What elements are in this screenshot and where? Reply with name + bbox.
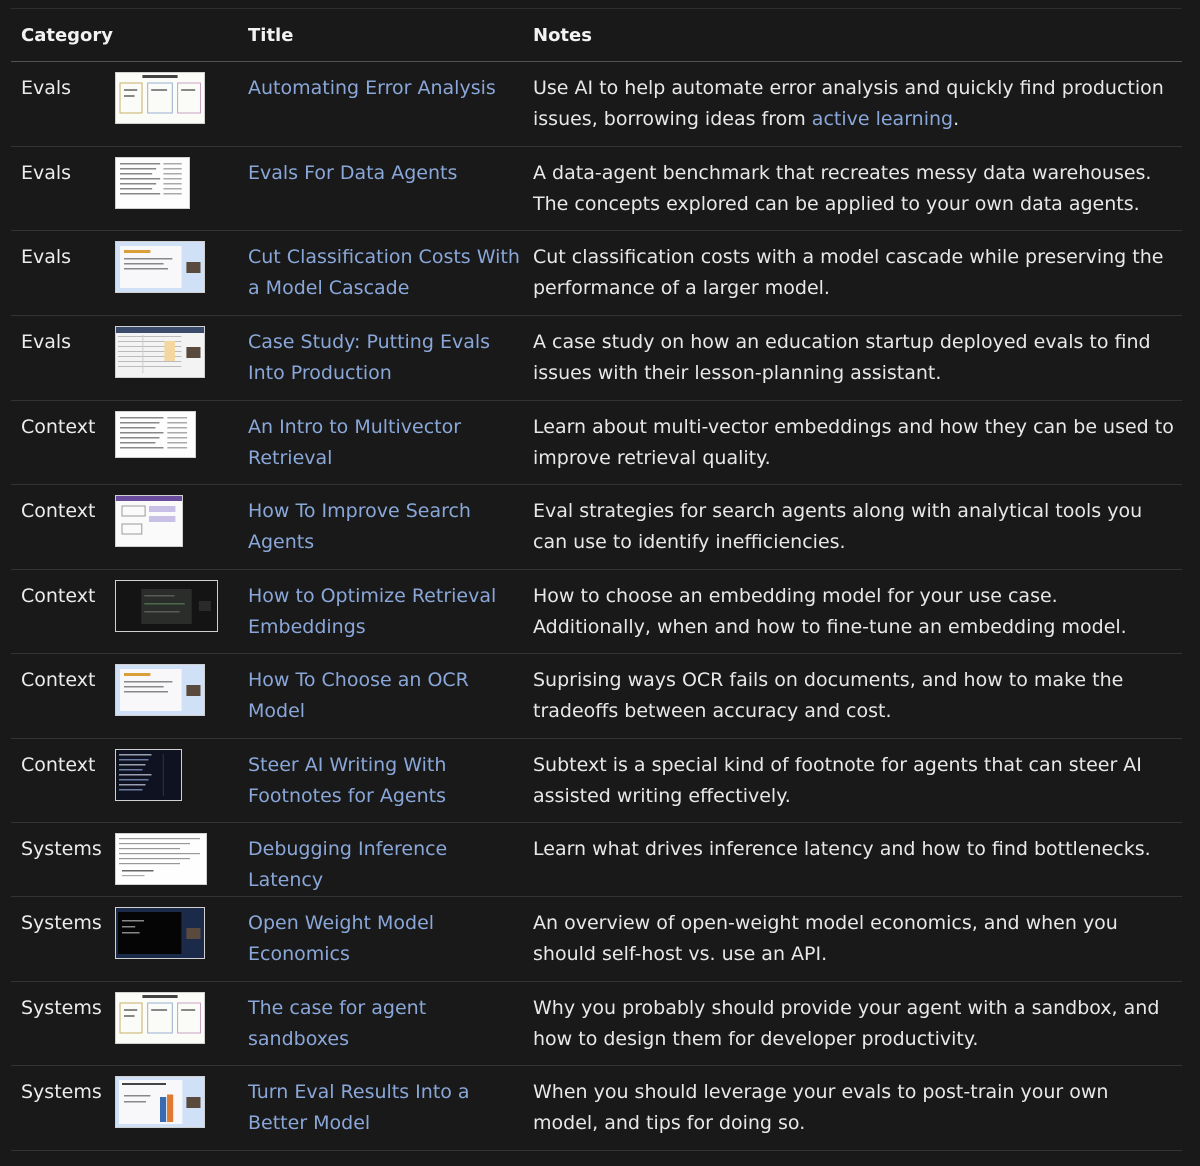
row-category: Systems [21,838,102,860]
row-title-cell [238,982,523,1066]
video-thumbnail[interactable] [115,580,218,632]
row-thumbnail-cell [115,570,238,654]
row-notes [523,823,1182,897]
article-title-link[interactable]: An Intro to Multivector Retrieval [248,416,462,469]
notes-text: Use AI to help automate error analysis and quickly find production issues, borrowing ideas from [533,77,1164,130]
row-category: Context [21,585,96,607]
table-row [11,570,1182,654]
article-title-link[interactable]: Open Weight Model Economics [248,912,435,965]
row-notes [523,316,1182,401]
row-thumbnail-cell [115,739,238,823]
header-notes: Notes [523,9,1182,62]
row-thumbnail-cell [115,897,238,982]
row-thumbnail-cell [115,654,238,739]
row-title-cell [238,570,523,654]
video-thumbnail[interactable] [115,907,205,959]
table-row [11,62,1182,147]
notes-text: Learn about multi-vector embeddings and how they can be used to improve retrieval quality. [533,416,1174,469]
row-title-cell [238,485,523,570]
document-thumbnail[interactable] [115,833,207,885]
video-thumbnail[interactable] [115,664,205,716]
notes-text: A data-agent benchmark that recreates messy data warehouses. The concepts explored can be applied to your own data agents. [533,162,1152,215]
row-title-cell [238,231,523,316]
row-notes [523,739,1182,823]
row-thumbnail-cell [115,485,238,570]
article-title-link[interactable]: Automating Error Analysis [248,77,496,99]
article-title-link[interactable]: Evals For Data Agents [248,162,458,184]
video-thumbnail[interactable] [115,326,205,378]
notes-link[interactable]: active learning [811,108,954,130]
header-thumbnail [115,9,238,62]
video-thumbnail[interactable] [115,241,205,293]
row-category: Evals [21,77,72,99]
notes-text: A case study on how an education startup deployed evals to find issues with their lesson-planning assistant. [533,331,1151,384]
document-thumbnail[interactable] [115,411,196,458]
article-title-link[interactable]: Turn Eval Results Into a Better Model [248,1081,470,1134]
screenshot-thumbnail[interactable] [115,749,182,801]
notes-text: Why you probably should provide your agent with a sandbox, and how to design them for developer productivity. [533,997,1160,1050]
slide-thumbnail[interactable] [115,72,205,124]
row-title-cell [238,147,523,231]
row-notes [523,231,1182,316]
row-category: Evals [21,246,72,268]
table-header-row [11,9,1182,62]
slide-thumbnail[interactable] [115,495,183,547]
row-title-cell [238,316,523,401]
article-title-link[interactable]: Case Study: Putting Evals Into Production [248,331,491,384]
row-category: Systems [21,997,102,1019]
article-title-link[interactable]: The case for agent sandboxes [248,997,427,1050]
row-notes [523,897,1182,982]
row-category: Systems [21,1081,102,1103]
notes-text: Subtext is a special kind of footnote for agents that can steer AI assisted writing effectively. [533,754,1142,807]
row-title-cell [238,897,523,982]
notes-text: Learn what drives inference latency and how to find bottlenecks. [533,838,1151,860]
row-thumbnail-cell [115,62,238,147]
articles-table [11,9,1182,1151]
row-notes [523,62,1182,147]
row-notes [523,401,1182,485]
article-title-link[interactable]: Cut Classification Costs With a Model Cascade [248,246,520,299]
row-category: Context [21,754,96,776]
row-notes [523,485,1182,570]
notes-text: How to choose an embedding model for your use case. Additionally, when and how to fine-tune an embedding model. [533,585,1127,638]
document-thumbnail[interactable] [115,157,190,209]
row-title-cell [238,739,523,823]
article-title-link[interactable]: Debugging Inference Latency [248,838,448,891]
table-row [11,231,1182,316]
row-category: Evals [21,331,72,353]
table-row [11,1066,1182,1151]
notes-text: Eval strategies for search agents along with analytical tools you can use to identify inefficiencies. [533,500,1143,553]
article-title-link[interactable]: How to Optimize Retrieval Embeddings [248,585,497,638]
table-row [11,823,1182,897]
row-notes [523,570,1182,654]
row-title-cell [238,401,523,485]
row-category: Context [21,416,96,438]
notes-text: Suprising ways OCR fails on documents, and how to make the tradeoffs between accuracy and cost. [533,669,1124,722]
row-thumbnail-cell [115,982,238,1066]
table-row [11,485,1182,570]
row-title-cell [238,1066,523,1151]
row-thumbnail-cell [115,231,238,316]
article-title-link[interactable]: How To Choose an OCR Model [248,669,469,722]
row-title-cell [238,654,523,739]
row-category: Systems [21,912,102,934]
table-row [11,654,1182,739]
header-title: Title [238,9,523,62]
row-thumbnail-cell [115,823,238,897]
notes-text: Cut classification costs with a model cascade while preserving the performance of a larger model. [533,246,1164,299]
notes-text-end: . [953,108,960,130]
table-row [11,147,1182,231]
row-thumbnail-cell [115,147,238,231]
row-thumbnail-cell [115,401,238,485]
row-notes [523,654,1182,739]
row-category: Context [21,669,96,691]
article-title-link[interactable]: Steer AI Writing With Footnotes for Agents [248,754,447,807]
header-category: Category [11,9,115,62]
row-thumbnail-cell [115,1066,238,1151]
table-row [11,739,1182,823]
row-category: Evals [21,162,72,184]
video-thumbnail[interactable] [115,992,205,1044]
table-row [11,401,1182,485]
table-row [11,316,1182,401]
row-notes [523,1066,1182,1151]
row-category: Context [21,500,96,522]
notes-text: An overview of open-weight model economics, and when you should self-host vs. use an API. [533,912,1118,965]
row-thumbnail-cell [115,316,238,401]
article-title-link[interactable]: How To Improve Search Agents [248,500,471,553]
table-row [11,982,1182,1066]
notes-text: When you should leverage your evals to post-train your own model, and tips for doing so. [533,1081,1109,1134]
video-thumbnail[interactable] [115,1076,205,1128]
content-table-wrapper [11,8,1182,1151]
row-notes [523,147,1182,231]
row-title-cell [238,823,523,897]
row-title-cell [238,62,523,147]
table-row [11,897,1182,982]
row-notes [523,982,1182,1066]
